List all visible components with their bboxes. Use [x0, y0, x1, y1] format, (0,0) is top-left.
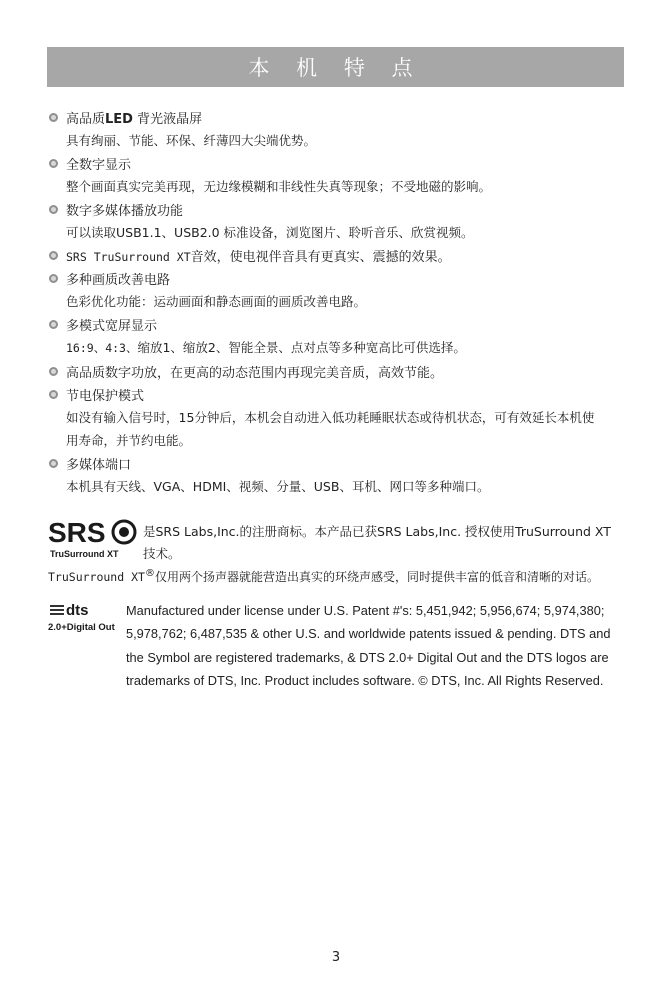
feature-description: 如没有输入信号时，15分钟后，本机会自动进入低功耗睡眠状态或待机状态，可有效延长本机使 用寿命，并节约电能。	[66, 410, 595, 448]
feature-item	[48, 360, 638, 383]
dts-license-text: Manufactured under license under U.S. Patent #'s: 5,451,942; 5,956,674; 5,974,380; 5,978,762; 6,487,535 & other U.S. and worldwide patents issued & pending. DTS and the Symbol are registered trademarks, & DTS 2.0+ Digital Out and the DTS logos are trademarks of DTS, Inc. Product includes software. © DTS, Inc. All Rights Reserved.	[126, 603, 611, 688]
bullet-icon	[49, 320, 58, 329]
feature-title: 全数字显示	[66, 158, 132, 173]
bullet-icon	[49, 367, 58, 376]
feature-title: 多种画质改善电路	[66, 273, 171, 288]
bullet-icon	[49, 113, 58, 122]
feature-item	[48, 267, 638, 313]
feature-description: 具有绚丽、节能、环保、纤薄四大尖端优势。	[66, 133, 317, 148]
svg-text:2.0+Digital Out: 2.0+Digital Out	[48, 622, 115, 633]
feature-title: 节电保护模式	[66, 389, 145, 404]
bullet-icon	[49, 205, 58, 214]
feature-item	[48, 106, 638, 152]
feature-description: 16:9、4:3、缩放1、缩放2、智能全景、点对点等多种宽高比可供选择。	[66, 340, 466, 355]
feature-title: 多媒体端口	[66, 458, 132, 473]
feature-item	[48, 198, 638, 244]
feature-title: SRS TruSurround XT音效，使电视伴音具有更真实、震撼的效果。	[66, 250, 451, 265]
feature-item	[48, 313, 638, 360]
feature-item	[48, 452, 638, 498]
feature-description: 本机具有天线、VGA、HDMI、视频、分量、USB、耳机、网口等多种端口。	[66, 479, 490, 494]
feature-item	[48, 152, 638, 198]
bullet-icon	[49, 390, 58, 399]
srs-trademark-text: 是SRS Labs,Inc.的注册商标。本产品已获SRS Labs,Inc. 授权使用TruSurround XT 技术。	[143, 524, 611, 561]
page-title-bar	[47, 47, 624, 87]
feature-description: 色彩优化功能：运动画面和静态画面的画质改善电路。	[66, 294, 367, 309]
srs-logo	[48, 518, 138, 562]
bullet-icon	[49, 251, 58, 260]
feature-title: 数字多媒体播放功能	[66, 204, 184, 219]
feature-description: 整个画面真实完美再现，无边缘模糊和非线性失真等现象；不受地磁的影响。	[66, 179, 492, 194]
page-title: 本 机 特 点	[248, 56, 423, 80]
feature-description: 可以读取USB1.1、USB2.0 标准设备，浏览图片、聆听音乐、欣赏视频。	[66, 225, 474, 240]
feature-list	[48, 106, 638, 498]
bullet-icon	[49, 274, 58, 283]
bullet-icon	[49, 159, 58, 168]
feature-title: 高品质LED 背光液晶屏	[66, 112, 203, 127]
page-number: 3	[331, 950, 341, 965]
svg-text:dts: dts	[66, 602, 89, 619]
svg-text:SRS: SRS	[48, 518, 106, 548]
bullet-icon	[49, 459, 58, 468]
svg-text:TruSurround XT: TruSurround XT	[50, 549, 119, 559]
feature-title: 高品质数字功放，在更高的动态范围内再现完美音质，高效节能。	[66, 366, 444, 381]
srs-description: TruSurround XT®仅用两个扬声器就能营造出真实的环绕声感受，同时提供丰富的低音和清晰的对话。	[48, 568, 599, 584]
feature-item	[48, 244, 638, 267]
feature-item	[48, 383, 638, 452]
feature-title: 多模式宽屏显示	[66, 319, 158, 334]
dts-logo	[48, 600, 116, 636]
